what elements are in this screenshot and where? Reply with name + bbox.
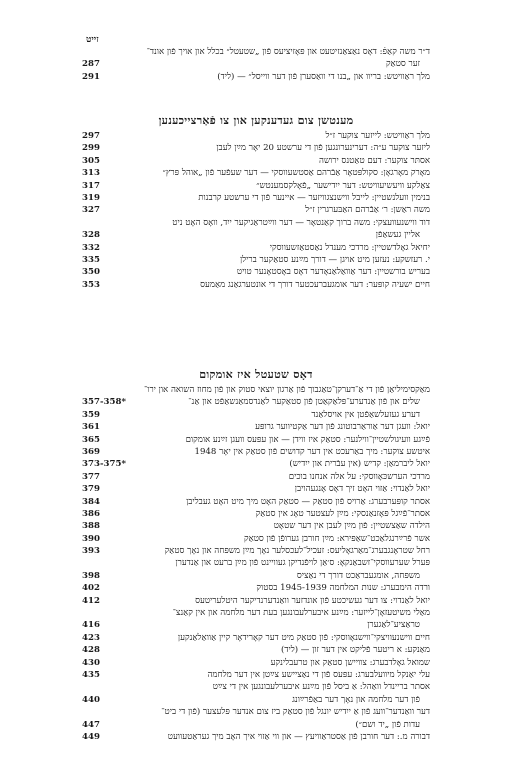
toc-entry-text: עדות פֿון „יד ושם״) [355, 719, 420, 730]
toc-entry [82, 533, 430, 545]
toc-page-number: 447 [82, 719, 100, 730]
toc-entry-text: מאָרק מאָרגאָן: סקולפּטאָר אַבֿרהם אַסטשעווסקי — דער שעפֿער פֿון „אוהל פּרץ״ [162, 168, 430, 179]
toc-entry-text: שלים און פֿון אַנדערע־פּלאַקאַטן פֿון סטאַקער לאַנדסמאַנשאַפֿט און אַנ־ [188, 397, 420, 408]
toc-entry-text: מרדכי הערשכּאָווסקי: על אלה אנחנו בוכים [288, 471, 430, 482]
toc-entry-text: אסתר־פֿײַגל פּאָזנאַנסקי: מײַן לעצטער טאָג אין סטאַק [255, 508, 430, 519]
toc-entry [82, 142, 430, 154]
toc-entry-text: ד״ר משה קאַפֿ: דאָס נאַצאַנזיטעט און פּאָזיציעס פֿון „שטעטל״ בכלל און אויך פֿון אונד־ [146, 47, 430, 57]
toc-page-number: 332 [82, 242, 100, 253]
toc-entry [82, 130, 430, 142]
toc-entry-text: משפּחה, אומגעבראַכט דורך די נאַציס [296, 570, 420, 581]
toc-page-number: 373-375* [82, 459, 126, 470]
toc-entry [82, 155, 430, 167]
toc-entry-text: פּערל שערעווסקי־זשבאַנקאָ: ס׳אַן לויפֿנדיקן געוויינט פֿון מײַן ברעט און אַנדערן [175, 558, 430, 569]
toc-entry [82, 719, 430, 731]
toc-entry [82, 483, 430, 495]
toc-entry [82, 681, 430, 693]
toc-entry-text: דבורה מ.: דער חורבן פֿון אַסטראַוויעץ — און ווי אַזוי איך האָב מיך געראַטעוועט [167, 731, 430, 742]
toc-page-number: 297 [82, 131, 100, 141]
toc-entry [82, 471, 430, 483]
toc-entry-text: ליזער צוקער ע״ה: דערינערונגען פֿון די ערשטע 20 יאָר מײַן לעבן [216, 143, 430, 154]
toc-page-number: 357-358* [82, 397, 126, 408]
toc-entry [82, 167, 430, 179]
toc-entry-text: פֿײַגע וועיגולשטיין־ווילנער: סטאַק איז ווידן — און עפּעס וועגן זײַנע אומקום [185, 434, 430, 445]
toc-entry [82, 545, 430, 557]
toc-entry-text: עלי יאַנקל מיוועלבערג: עפּעס פֿון די נאַציישע צײַטן אין דער מלחמה [207, 669, 430, 680]
toc-page-number: 435 [82, 669, 100, 680]
toc-page-number: 287 [82, 59, 100, 70]
toc-entry-text: ורדה הימבערג: שנות המלחמה 1945-1939 בסטוק [256, 583, 430, 594]
toc-entry-text: יואל לאַנדוי: אַזוי האָט זיך דאָס אָנגעהויבן [294, 484, 430, 495]
toc-entry-text: זער סטאַק [385, 59, 420, 70]
toc-section-1 [82, 46, 430, 83]
toc-page-number: 328 [82, 230, 100, 241]
page-number-label: זייט [86, 35, 99, 45]
toc-page-number: 430 [82, 657, 100, 668]
toc-page-number: 379 [82, 484, 100, 495]
toc-entry [82, 632, 430, 644]
toc-section-2 [82, 130, 430, 291]
toc-entry [82, 731, 430, 743]
toc-entry [82, 266, 430, 278]
section-heading-remembrance: מענטשן צום געדענקען און צו פֿאַרצייכענען [158, 114, 354, 127]
toc-page-number: 327 [82, 205, 100, 216]
toc-entry [82, 421, 430, 433]
toc-page-number: 353 [82, 279, 100, 290]
toc-entry-text: מלך ראַוויטש: לייזער צוקער ז״ל [325, 131, 430, 141]
toc-page-number: 359 [82, 409, 100, 420]
toc-entry [82, 557, 430, 569]
toc-entry-text: הילדה שאַצשטיין: פֿון מײַן לעבן אין דער שטאָט [273, 521, 430, 532]
toc-entry [82, 446, 430, 458]
toc-page-number: 377 [82, 471, 100, 482]
toc-entry-text: שמואל גאָלדבערג: צוויישן סטאַק און טרעבלינקע [270, 657, 430, 668]
toc-entry [82, 619, 430, 631]
toc-entry-text: יואל ליברמאַן: קדיש (אין עבֿרית און ייִדיש) [289, 459, 430, 470]
toc-page-number: 402 [82, 583, 100, 594]
toc-entry [82, 706, 430, 718]
toc-entry [82, 384, 430, 396]
toc-page-number: 423 [82, 632, 100, 643]
toc-entry [82, 508, 430, 520]
toc-entry [82, 607, 430, 619]
toc-page-number: 291 [82, 71, 100, 82]
toc-entry-text: פֿון דער מלחמה און נאָך דער באַפֿרײַונג [292, 694, 420, 705]
toc-entry-text: אשר פֿרײַרנגלאַכט־שאַפּירא: מײַן חורבן גערופֿן פֿון סטאַק [243, 533, 430, 544]
toc-page-number: 365 [82, 434, 100, 445]
section-heading-destruction: דאָס שטעטל איז אומקום [199, 368, 313, 381]
toc-entry-text: דוד ווישנעוועצקי: משה ברוך קאַנטאָר — דער ווײַטראַגיקער ייִד, וואָס האָט ניט [172, 217, 430, 228]
toc-entry [82, 669, 430, 681]
toc-entry [82, 434, 430, 446]
toc-page-number: 398 [82, 570, 100, 581]
toc-entry-text: אליין געשאַפֿן [375, 230, 420, 241]
toc-page-number: 317 [82, 180, 100, 191]
toc-entry-text: טראַציע־לאַגערן [367, 620, 420, 631]
toc-entry [82, 71, 430, 83]
toc-entry-text: י. רעזשקע: נעזען מיט אויגן — דורך מײַנע סטאַקער ברילן [239, 254, 430, 265]
toc-entry-text: צאַלקע וויעשיעוויטש: דער ייִדישער „פֿאָלקסמענטש״ [256, 180, 430, 191]
toc-entry [82, 242, 430, 254]
toc-entry [82, 520, 430, 532]
toc-page-number: 350 [82, 267, 100, 278]
toc-entry-text: אסתר בריינדל וואַהל: אַ ביסל פֿון מײַנע איבערלעבונגען אין די צײַט [212, 682, 430, 693]
toc-entry-text: מאַלי משיטעזאָן־לייזער: מײַנע איבערלעבונגען בעת דער מלחמה און אין קאַנצ־ [172, 608, 430, 619]
toc-page-number: 440 [82, 694, 100, 705]
toc-entry [82, 46, 430, 58]
toc-entry-text: חיים ישעיה קופּער: דער אומגעברעכטער דורך די אונטערגאַנג מאַמעס [200, 279, 430, 290]
toc-entry-text: בעריש בורשטיין: דער אַוואַלאַנאָדער דאָס באָסטאָנער טויט [236, 267, 430, 278]
toc-page-number: 361 [82, 422, 100, 433]
toc-entry [82, 595, 430, 607]
toc-entry [82, 694, 430, 706]
toc-entry [82, 279, 430, 291]
toc-entry [82, 657, 430, 669]
toc-entry [82, 458, 430, 470]
toc-page-number: 412 [82, 595, 100, 606]
toc-page-number: 393 [82, 546, 100, 557]
toc-entry [82, 409, 430, 421]
toc-page-number: 319 [82, 192, 100, 203]
toc-entry-text: מאַקסימיליאַן פֿון די אַ־דערקן־טאַגבוך פֿון אַרגון יוצאי סטוק און פֿון מחוז השואה און ירו־ [143, 385, 430, 395]
toc-entry-text: חיים ווישנעוויצקי־ווישנאָווסקי: פֿון סטאַק מיט דער קאָרידאָר קיין אַוואַלאַנקען [177, 632, 430, 643]
toc-page-number: 428 [82, 645, 100, 656]
toc-page-number: 416 [82, 620, 100, 631]
toc-entry-text: יחיאל גאָלדשטיין: מרדכי מענדל נאַסטאַזשעווסקי [269, 242, 430, 253]
toc-page-number: 449 [82, 731, 100, 742]
toc-page-number: 299 [82, 143, 100, 154]
toc-page-number: 313 [82, 168, 100, 179]
toc-entry-text: אסתר קופּערבערג: אַרויס פֿון סטאַק — סטאַק האָט מיך מיט האָט געבליבן [186, 496, 430, 507]
toc-entry-text: בנימין וועלנשטיין: לייבל ווישנצגוויזער — איינער פֿון די ערשטע קרבנות [198, 192, 430, 203]
toc-page-number: 384 [82, 496, 100, 507]
toc-entry [82, 217, 430, 229]
toc-entry-text: יואל: וועגן דער אַוראַרבוטונג פֿון דער אַקטיווער גרופּע [255, 422, 430, 433]
toc-section-3 [82, 384, 430, 743]
toc-entry-text: דערע געזעלשאַפֿטן אין אויסלאַנד [311, 409, 420, 420]
toc-entry [82, 180, 430, 192]
toc-entry [82, 496, 430, 508]
toc-entry [82, 582, 430, 594]
toc-entry [82, 58, 430, 70]
toc-entry [82, 192, 430, 204]
toc-entry-text: יואל לאַנדוי: צו דער געשיכטע פֿון אונדזער וואַנדערנדיקער היטלעריטעס [195, 595, 430, 606]
toc-page-number: 369 [82, 446, 100, 457]
toc-entry-text: איטשע צוקער: מיך באַרעכט אין דער קדושים פֿון סטאַק אין יאָר 1948 [194, 446, 430, 457]
toc-entry-text: רחל שטראָנגבערג־מאַרגאָליעס: זעכיל־לעכסלער נאָך מײַן משפּחה און נאָך סטאַק [164, 546, 430, 557]
toc-entry-text: מאַנקע: א ריטער פֿליקט אין דער זון — (ליד) [280, 645, 430, 656]
toc-entry [82, 204, 430, 216]
toc-page-number: 305 [82, 155, 100, 166]
toc-page-number: 390 [82, 533, 100, 544]
toc-page-number: 386 [82, 508, 100, 519]
toc-page-number: 335 [82, 254, 100, 265]
toc-entry-text: משה ראַשן: ר׳ אַבֿרהם האַבּערגרין ז״ל [305, 205, 430, 216]
toc-entry [82, 254, 430, 266]
toc-page-number: 388 [82, 521, 100, 532]
toc-entry [82, 644, 430, 656]
toc-entry [82, 570, 430, 582]
toc-entry-text: מלך ראַוויטש: בריוו און „בנו די וואַסערן פֿון דער ווייסל״ — (ליד) [217, 71, 430, 82]
toc-entry [82, 396, 430, 408]
toc-entry-text: אסתּר צוקער: דעם טאַטנס ירושה [319, 155, 430, 166]
toc-entry-text: דער וואַנדער־וועג פֿון אַ ייִדיש יונגל פֿון סטאַק ביז צום אנדער פּלעצער (פֿון די ביט־ [161, 707, 430, 718]
toc-entry [82, 229, 430, 241]
